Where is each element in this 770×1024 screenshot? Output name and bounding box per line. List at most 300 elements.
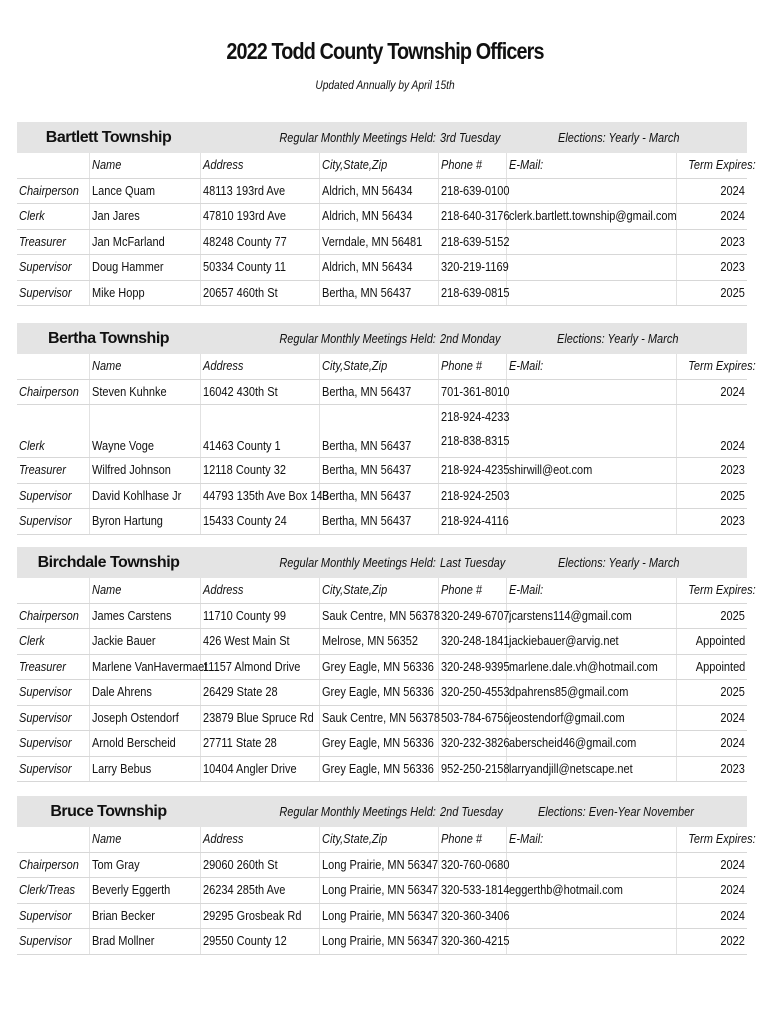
officer-term bbox=[676, 903, 747, 929]
officer-term-text: 2024 bbox=[720, 183, 746, 198]
col-name-text: Name bbox=[91, 359, 121, 374]
officer-email bbox=[506, 229, 676, 255]
col-name-text: Name bbox=[91, 832, 121, 847]
officer-role bbox=[17, 458, 89, 484]
officer-row bbox=[17, 756, 747, 782]
officer-role bbox=[17, 178, 89, 204]
officer-email bbox=[506, 204, 676, 230]
officer-email-text: jackiebauer@arvig.net bbox=[508, 634, 619, 649]
col-name-text: Name bbox=[91, 158, 121, 173]
officer-term bbox=[676, 483, 747, 509]
officer-term bbox=[676, 756, 747, 782]
township-table bbox=[17, 122, 756, 306]
officer-city-text: Melrose, MN 56352 bbox=[321, 634, 418, 649]
officer-city-text: Bertha, MN 56437 bbox=[321, 463, 411, 478]
officer-address bbox=[200, 458, 319, 484]
officer-term-text: 2024 bbox=[720, 857, 746, 872]
officer-term bbox=[676, 654, 747, 680]
officer-term-text: 2022 bbox=[720, 934, 746, 949]
township-table bbox=[17, 796, 756, 955]
officer-phone-text: 320-360-3406 bbox=[440, 908, 510, 923]
officer-city-text: Bertha, MN 56437 bbox=[321, 384, 411, 399]
col-address bbox=[200, 827, 319, 852]
officer-term bbox=[676, 680, 747, 706]
officer-role-text: Supervisor bbox=[19, 514, 72, 529]
officer-role bbox=[17, 280, 89, 306]
officer-city bbox=[319, 405, 438, 458]
township-name: Birchdale Township bbox=[17, 547, 200, 578]
officer-name bbox=[89, 204, 200, 230]
officer-email bbox=[506, 379, 676, 405]
officer-term-text: 2025 bbox=[720, 488, 745, 503]
officer-role-text: Supervisor bbox=[19, 710, 72, 725]
officer-address-text: 29295 Grosbeak Rd bbox=[202, 908, 301, 923]
col-email bbox=[506, 827, 676, 852]
officer-name bbox=[89, 680, 200, 706]
col-phone-text: Phone # bbox=[440, 359, 482, 374]
col-city-text: City,State,Zip bbox=[321, 832, 387, 847]
officer-name bbox=[89, 255, 200, 281]
officer-phone-text: 320-248-1841 bbox=[440, 634, 510, 649]
officer-email bbox=[506, 483, 676, 509]
col-name bbox=[89, 153, 200, 178]
officer-phone bbox=[438, 405, 510, 458]
officer-phone bbox=[438, 379, 510, 405]
officer-phone-text: 218-639-5152 bbox=[440, 234, 510, 249]
officer-address bbox=[200, 629, 319, 655]
officer-term-text: 2023 bbox=[720, 260, 746, 275]
officer-phone bbox=[438, 178, 510, 204]
officer-email-text: larryandjill@netscape.net bbox=[508, 761, 633, 776]
officer-email-text: jcarstens114@gmail.com bbox=[508, 608, 632, 623]
officer-row bbox=[17, 731, 747, 757]
col-phone bbox=[438, 827, 506, 852]
col-email bbox=[506, 354, 676, 379]
officer-address bbox=[200, 509, 319, 535]
officer-email bbox=[506, 852, 676, 878]
officer-phone-text: 218-639-0815 bbox=[440, 285, 510, 300]
officer-name-text: Brian Becker bbox=[91, 908, 155, 923]
officer-name bbox=[89, 280, 200, 306]
officer-name-text: Marlene VanHavermaet bbox=[91, 659, 207, 674]
officer-address bbox=[200, 852, 319, 878]
officer-city bbox=[319, 379, 438, 405]
meetings-label bbox=[200, 796, 438, 827]
officer-phone-text: 952-250-2158 bbox=[440, 761, 510, 776]
officer-term bbox=[676, 878, 747, 904]
officer-term-text: 2024 bbox=[720, 209, 746, 224]
officer-city-text: Bertha, MN 56437 bbox=[321, 488, 411, 503]
officer-name-text: David Kohlhase Jr bbox=[91, 488, 181, 503]
officer-city-text: Bertha, MN 56437 bbox=[321, 514, 411, 529]
officer-row bbox=[17, 483, 747, 509]
officer-term bbox=[676, 603, 747, 629]
officer-address-text: 426 West Main St bbox=[202, 634, 290, 649]
officer-role bbox=[17, 629, 89, 655]
officer-term-text: 2023 bbox=[720, 514, 745, 529]
officer-phone bbox=[438, 756, 510, 782]
officer-phone bbox=[438, 654, 510, 680]
officer-phone-text: 218-924-4235 bbox=[440, 463, 510, 478]
col-phone-text: Phone # bbox=[440, 832, 482, 847]
officer-row bbox=[17, 903, 747, 929]
officer-term-text: Appointed bbox=[695, 659, 746, 674]
officer-role-text: Clerk/Treas bbox=[19, 883, 76, 898]
officer-name bbox=[89, 731, 200, 757]
officer-city bbox=[319, 756, 438, 782]
township-block bbox=[17, 323, 756, 535]
officer-role bbox=[17, 852, 89, 878]
officer-phone-text: 320-760-0680 bbox=[440, 857, 510, 872]
officer-term bbox=[676, 405, 747, 458]
col-city bbox=[319, 153, 438, 178]
officer-role bbox=[17, 229, 89, 255]
officer-row bbox=[17, 280, 747, 306]
officer-name bbox=[89, 878, 200, 904]
officer-email bbox=[506, 603, 676, 629]
meeting-day-text: 3rd Tuesday bbox=[440, 130, 501, 145]
township-block bbox=[17, 122, 756, 306]
officer-phone bbox=[438, 509, 509, 535]
col-term-text: Term Expires: bbox=[687, 832, 756, 847]
col-name bbox=[89, 354, 200, 379]
col-term bbox=[676, 578, 756, 603]
officer-role bbox=[17, 509, 89, 535]
meeting-day-text: 2nd Monday bbox=[440, 331, 501, 346]
officer-role bbox=[17, 204, 89, 230]
officer-role-text: Chairperson bbox=[19, 183, 79, 198]
elections-info-text: Elections: Yearly - March bbox=[557, 130, 679, 145]
col-city-text: City,State,Zip bbox=[321, 359, 387, 374]
officer-city bbox=[319, 229, 438, 255]
officer-row bbox=[17, 405, 747, 458]
officer-phone-text: 701-361-8010 bbox=[440, 384, 510, 399]
officer-name-text: Joseph Ostendorf bbox=[91, 710, 179, 725]
meetings-label bbox=[200, 547, 438, 578]
officer-name-text: James Carstens bbox=[91, 608, 171, 623]
elections-info-text: Elections: Yearly - March bbox=[557, 555, 679, 570]
meeting-day bbox=[438, 122, 506, 153]
officer-phone bbox=[438, 204, 510, 230]
officer-term bbox=[676, 458, 747, 484]
officer-term-text: 2024 bbox=[720, 908, 746, 923]
officer-email bbox=[506, 731, 676, 757]
officer-phone bbox=[438, 458, 510, 484]
officer-city-text: Long Prairie, MN 56347 bbox=[321, 908, 438, 923]
officer-name-text: Doug Hammer bbox=[91, 260, 164, 275]
col-role bbox=[17, 578, 89, 603]
officer-address-text: 11157 Almond Drive bbox=[202, 659, 300, 674]
officer-email bbox=[506, 878, 676, 904]
officer-address bbox=[200, 204, 319, 230]
officer-phone bbox=[438, 280, 510, 306]
township-table bbox=[17, 323, 756, 535]
officer-phone-text: 218-924-4116 bbox=[440, 514, 509, 529]
officer-address-text: 26234 285th Ave bbox=[202, 883, 285, 898]
officer-term bbox=[676, 929, 747, 955]
township-header bbox=[17, 547, 747, 578]
officer-phone-text: 320-533-1814 bbox=[440, 883, 510, 898]
officer-role-text: Chairperson bbox=[19, 384, 79, 399]
col-address-text: Address bbox=[202, 583, 243, 598]
officer-name-text: Larry Bebus bbox=[91, 761, 151, 776]
township-name: Bartlett Township bbox=[17, 122, 200, 153]
col-city-text: City,State,Zip bbox=[321, 583, 387, 598]
officer-row bbox=[17, 379, 747, 405]
officer-phone-text: 320-249-6707 bbox=[440, 608, 510, 623]
officer-name bbox=[89, 483, 200, 509]
column-headers bbox=[17, 354, 747, 379]
officer-row bbox=[17, 629, 747, 655]
officer-phone bbox=[438, 878, 510, 904]
officer-city bbox=[319, 878, 438, 904]
col-address bbox=[200, 354, 319, 379]
officer-city-text: Long Prairie, MN 56347 bbox=[321, 883, 438, 898]
officer-phone bbox=[438, 852, 510, 878]
officer-name-text: Dale Ahrens bbox=[91, 685, 152, 700]
officer-name bbox=[89, 629, 200, 655]
officer-email bbox=[506, 405, 676, 458]
officer-city-text: Aldrich, MN 56434 bbox=[321, 209, 413, 224]
officer-phone-text: 218-639-0100 bbox=[440, 183, 510, 198]
officer-phone-text: 320-360-4215 bbox=[440, 934, 510, 949]
officer-email bbox=[506, 705, 676, 731]
township-name: Bruce Township bbox=[17, 796, 200, 827]
col-name bbox=[89, 578, 200, 603]
officer-term bbox=[676, 229, 747, 255]
meeting-day bbox=[438, 547, 506, 578]
meetings-label bbox=[200, 323, 438, 354]
officer-city bbox=[319, 629, 438, 655]
officer-term-text: 2025 bbox=[720, 285, 746, 300]
officer-email-text: shirwill@eot.com bbox=[508, 463, 592, 478]
officer-term-text: Appointed bbox=[695, 634, 746, 649]
officer-role-text: Clerk bbox=[19, 209, 45, 224]
officer-role-text: Supervisor bbox=[19, 685, 72, 700]
officer-email bbox=[506, 458, 676, 484]
officer-city bbox=[319, 178, 438, 204]
officer-address bbox=[200, 280, 319, 306]
officer-email bbox=[506, 178, 676, 204]
meetings-label-text: Regular Monthly Meetings Held: bbox=[279, 555, 437, 570]
officer-city bbox=[319, 731, 438, 757]
officer-term-text: 2023 bbox=[720, 463, 745, 478]
col-address bbox=[200, 153, 319, 178]
officer-address bbox=[200, 255, 319, 281]
elections-info bbox=[506, 796, 747, 827]
officer-city-text: Bertha, MN 56437 bbox=[321, 285, 411, 300]
officer-name bbox=[89, 756, 200, 782]
col-name bbox=[89, 827, 200, 852]
document-subtitle: Updated Annually by April 15th bbox=[315, 78, 455, 92]
township-table bbox=[17, 547, 756, 782]
officer-city bbox=[319, 603, 438, 629]
officer-address bbox=[200, 603, 319, 629]
document-title: 2022 Todd County Township Officers bbox=[226, 38, 544, 64]
township-block bbox=[17, 796, 756, 955]
col-phone bbox=[438, 354, 506, 379]
officer-email-text: marlene.dale.vh@hotmail.com bbox=[508, 659, 658, 674]
officer-role-text: Supervisor bbox=[19, 285, 72, 300]
officer-address-text: 23879 Blue Spruce Rd bbox=[202, 710, 314, 725]
officer-city-text: Sauk Centre, MN 56378 bbox=[321, 608, 440, 623]
officer-term bbox=[676, 629, 747, 655]
officer-address-text: 48248 County 77 bbox=[202, 234, 287, 249]
officer-name-text: Jan McFarland bbox=[91, 234, 165, 249]
elections-info-text: Elections: Even-Year November bbox=[537, 804, 694, 819]
officer-phone bbox=[438, 705, 510, 731]
officer-term-text: 2025 bbox=[720, 608, 746, 623]
officer-row bbox=[17, 509, 747, 535]
officer-row bbox=[17, 204, 747, 230]
col-role bbox=[17, 827, 89, 852]
officer-name-text: Steven Kuhnke bbox=[91, 384, 167, 399]
col-email-text: E-Mail: bbox=[508, 359, 543, 374]
officer-email-text: dpahrens85@gmail.com bbox=[508, 685, 628, 700]
officer-city-text: Grey Eagle, MN 56336 bbox=[321, 736, 434, 751]
officer-address-text: 29060 260th St bbox=[202, 857, 278, 872]
officer-address-text: 20657 460th St bbox=[202, 285, 278, 300]
officer-role-text: Chairperson bbox=[19, 608, 79, 623]
officer-row bbox=[17, 878, 747, 904]
officer-address bbox=[200, 903, 319, 929]
col-phone bbox=[438, 578, 506, 603]
col-term-text: Term Expires: bbox=[687, 583, 756, 598]
officer-phone bbox=[438, 229, 510, 255]
officer-row bbox=[17, 229, 747, 255]
officer-address-text: 29550 County 12 bbox=[202, 934, 287, 949]
col-email-text: E-Mail: bbox=[508, 583, 543, 598]
officer-address-text: 12118 County 32 bbox=[202, 463, 286, 478]
col-address bbox=[200, 578, 319, 603]
officer-city bbox=[319, 654, 438, 680]
col-phone-text: Phone # bbox=[440, 158, 482, 173]
officer-term-text: 2024 bbox=[720, 384, 745, 399]
officer-term-text: 2023 bbox=[720, 234, 746, 249]
col-city bbox=[319, 827, 438, 852]
officer-city bbox=[319, 509, 438, 535]
officer-role-text: Chairperson bbox=[19, 857, 79, 872]
officer-row bbox=[17, 929, 747, 955]
officer-row bbox=[17, 603, 747, 629]
officer-city-text: Long Prairie, MN 56347 bbox=[321, 857, 438, 872]
officer-row bbox=[17, 458, 747, 484]
officer-row bbox=[17, 178, 747, 204]
officer-email bbox=[506, 929, 676, 955]
officer-phone-text: 218-640-3176 bbox=[440, 209, 510, 224]
meetings-label bbox=[200, 122, 438, 153]
officer-term bbox=[676, 255, 747, 281]
officer-phone-text: 320-248-9395 bbox=[440, 659, 510, 674]
officer-address-text: 41463 County 1 bbox=[202, 439, 281, 453]
officer-city bbox=[319, 705, 438, 731]
officer-phone bbox=[438, 929, 510, 955]
officer-name-text: Lance Quam bbox=[91, 183, 155, 198]
officer-role-text: Clerk bbox=[19, 439, 45, 453]
officer-role-text: Treasurer bbox=[19, 463, 66, 478]
officer-role-text: Treasurer bbox=[19, 659, 66, 674]
officer-phone-text: 503-784-6756 bbox=[440, 710, 510, 725]
officer-address-text: 10404 Angler Drive bbox=[202, 761, 297, 776]
officer-role-text: Supervisor bbox=[19, 488, 72, 503]
officer-city-text: Aldrich, MN 56434 bbox=[321, 260, 413, 275]
officer-role bbox=[17, 903, 89, 929]
col-term-text: Term Expires: bbox=[687, 359, 756, 374]
township-block bbox=[17, 547, 756, 782]
officer-city bbox=[319, 255, 438, 281]
officer-term-text: 2024 bbox=[720, 736, 746, 751]
officer-phone-text: 320-232-3826 bbox=[440, 736, 510, 751]
column-headers bbox=[17, 153, 747, 178]
officer-phone-alt: 218-924-4233 bbox=[440, 410, 510, 424]
col-email bbox=[506, 153, 676, 178]
officer-name bbox=[89, 509, 200, 535]
col-role bbox=[17, 354, 89, 379]
column-headers bbox=[17, 827, 747, 852]
officer-email-text: clerk.bartlett.township@gmail.com bbox=[508, 209, 677, 224]
officer-address bbox=[200, 405, 319, 458]
meeting-day-text: Last Tuesday bbox=[440, 555, 506, 570]
officer-city-text: Aldrich, MN 56434 bbox=[321, 183, 413, 198]
col-email-text: E-Mail: bbox=[508, 832, 543, 847]
officer-name-text: Beverly Eggerth bbox=[91, 883, 170, 898]
officer-address bbox=[200, 654, 319, 680]
officer-role bbox=[17, 603, 89, 629]
officer-term-text: 2025 bbox=[720, 685, 746, 700]
officer-email bbox=[506, 280, 676, 306]
officer-row bbox=[17, 852, 747, 878]
officer-term-text: 2024 bbox=[720, 710, 746, 725]
officer-name bbox=[89, 903, 200, 929]
elections-info bbox=[506, 547, 747, 578]
col-term-text: Term Expires: bbox=[687, 158, 756, 173]
officer-term-text: 2024 bbox=[720, 439, 745, 453]
officer-role bbox=[17, 483, 89, 509]
township-name: Bertha Township bbox=[17, 323, 200, 354]
officer-term bbox=[676, 204, 747, 230]
officer-email-text: eggerthb@hotmail.com bbox=[508, 883, 623, 898]
officer-phone bbox=[438, 255, 509, 281]
officer-phone-main: 218-838-8315 bbox=[440, 434, 510, 448]
officer-email-text: jeostendorf@gmail.com bbox=[508, 710, 625, 725]
officer-role-text: Supervisor bbox=[19, 761, 72, 776]
officer-address-text: 15433 County 24 bbox=[202, 514, 287, 529]
officer-city bbox=[319, 280, 438, 306]
officer-role bbox=[17, 405, 89, 458]
officer-email bbox=[506, 654, 676, 680]
officer-term bbox=[676, 280, 747, 306]
officer-name bbox=[89, 603, 200, 629]
officer-name-text: Wilfred Johnson bbox=[91, 463, 171, 478]
officer-name bbox=[89, 654, 207, 680]
meeting-day bbox=[438, 796, 506, 827]
officer-phone-text: 218-924-2503 bbox=[440, 488, 510, 503]
officer-name bbox=[89, 458, 200, 484]
officer-phone bbox=[438, 680, 510, 706]
col-address-text: Address bbox=[202, 158, 243, 173]
col-phone-text: Phone # bbox=[440, 583, 482, 598]
officer-address-text: 50334 County 11 bbox=[202, 260, 286, 275]
officer-name-text: Arnold Berscheid bbox=[91, 736, 176, 751]
officer-address bbox=[200, 929, 319, 955]
officer-address-text: 16042 430th St bbox=[202, 384, 278, 399]
officer-phone bbox=[438, 629, 510, 655]
officer-role-text: Supervisor bbox=[19, 908, 72, 923]
township-header bbox=[17, 323, 747, 354]
col-email bbox=[506, 578, 676, 603]
officer-role-text: Supervisor bbox=[19, 934, 72, 949]
officer-name bbox=[89, 178, 200, 204]
